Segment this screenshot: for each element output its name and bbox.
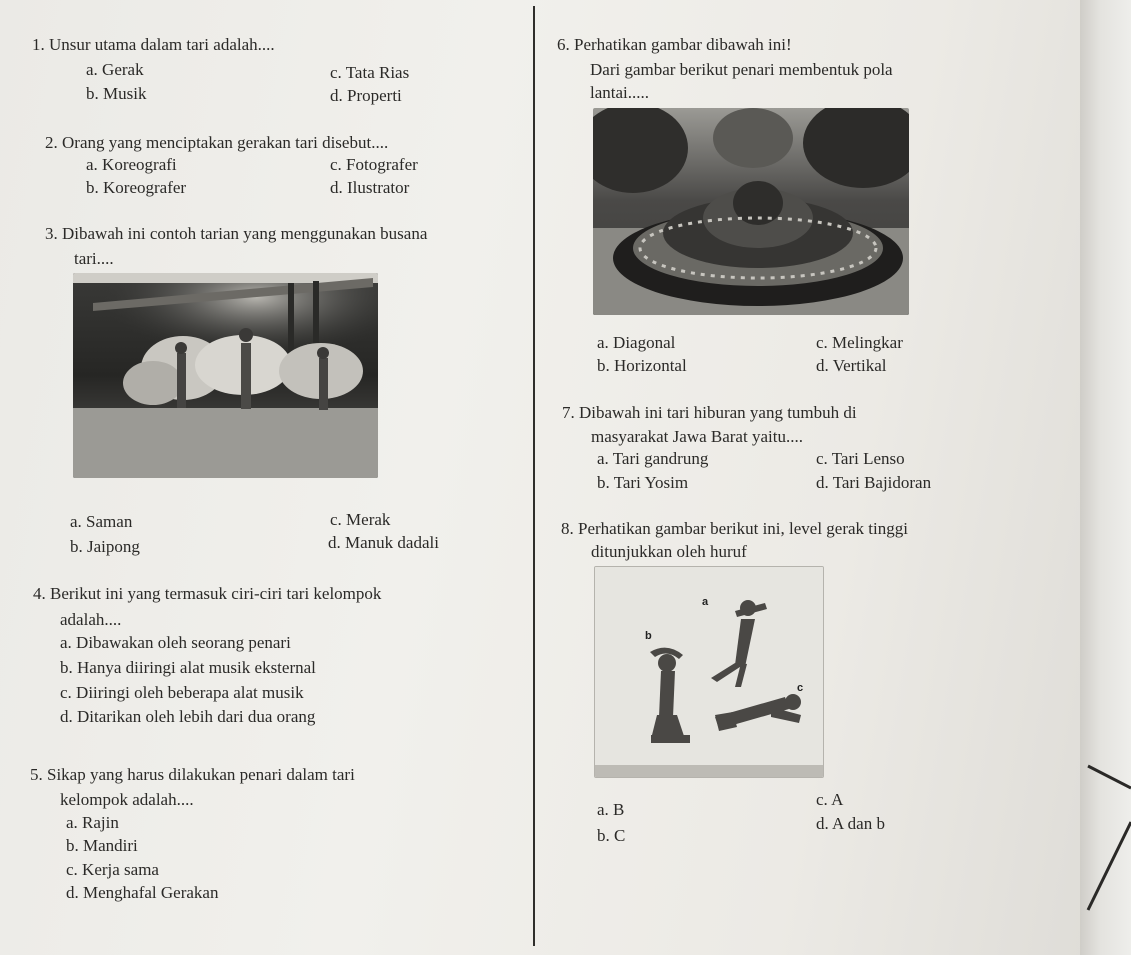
q2-question: 2. Orang yang menciptakan gerakan tari disebut.... xyxy=(45,133,389,152)
q4-option-a[interactable]: a. Dibawakan oleh seorang penari xyxy=(60,633,291,652)
q8-option-c[interactable]: c. A xyxy=(816,790,844,809)
q6-question-line3: lantai..... xyxy=(590,83,650,102)
q2-option-a[interactable]: a. Koreografi xyxy=(86,155,177,174)
q2-option-d[interactable]: d. Ilustrator xyxy=(330,178,410,197)
q7-question-line1: 7. Dibawah ini tari hiburan yang tumbuh di xyxy=(562,403,857,422)
q1-option-a[interactable]: a. Gerak xyxy=(86,60,144,79)
q3-option-b[interactable]: b. Jaipong xyxy=(70,537,140,556)
column-divider xyxy=(533,6,535,946)
q4-question-line1: 4. Berikut ini yang termasuk ciri-ciri tari kelompok xyxy=(33,584,382,603)
q2-option-c[interactable]: c. Fotografer xyxy=(330,155,418,174)
q8-option-b[interactable]: b. C xyxy=(597,826,626,845)
q5-question-line2: kelompok adalah.... xyxy=(60,790,194,809)
q6-question-line1: 6. Perhatikan gambar dibawah ini! xyxy=(557,35,792,54)
q1-option-d[interactable]: d. Properti xyxy=(330,86,402,105)
q1-option-c[interactable]: c. Tata Rias xyxy=(330,63,410,82)
q5-option-a[interactable]: a. Rajin xyxy=(66,813,119,832)
q6-option-c[interactable]: c. Melingkar xyxy=(816,333,903,352)
q8-option-a[interactable]: a. B xyxy=(597,800,625,819)
level-gerak-figure xyxy=(594,566,824,778)
q1-question: 1. Unsur utama dalam tari adalah.... xyxy=(32,35,275,54)
q6-option-d[interactable]: d. Vertikal xyxy=(816,356,887,375)
q8-question-line2: ditunjukkan oleh huruf xyxy=(591,542,747,561)
q3-option-d[interactable]: d. Manuk dadali xyxy=(328,533,439,552)
q6-option-b[interactable]: b. Horizontal xyxy=(597,356,687,375)
q3-question-line2: tari.... xyxy=(74,249,114,268)
q7-option-b[interactable]: b. Tari Yosim xyxy=(597,473,689,492)
q6-question-line2: Dari gambar berikut penari membentuk pola xyxy=(590,60,893,79)
q7-question-line2: masyarakat Jawa Barat yaitu.... xyxy=(591,427,803,446)
figure-label-c: c xyxy=(797,682,804,694)
q4-question-line2: adalah.... xyxy=(60,610,122,629)
q8-question-line1: 8. Perhatikan gambar berikut ini, level gerak tinggi xyxy=(561,519,908,538)
q5-option-c[interactable]: c. Kerja sama xyxy=(66,860,159,879)
circular-formation-photo xyxy=(593,108,909,315)
q6-option-a[interactable]: a. Diagonal xyxy=(597,333,676,352)
q3-option-a[interactable]: a. Saman xyxy=(70,512,133,531)
merak-dance-photo xyxy=(73,273,378,478)
q2-option-b[interactable]: b. Koreografer xyxy=(86,178,187,197)
q4-option-d[interactable]: d. Ditarikan oleh lebih dari dua orang xyxy=(60,707,316,726)
q5-option-d[interactable]: d. Menghafal Gerakan xyxy=(66,883,219,902)
q5-question-line1: 5. Sikap yang harus dilakukan penari dalam tari xyxy=(30,765,355,784)
q7-option-c[interactable]: c. Tari Lenso xyxy=(816,449,905,468)
q4-option-b[interactable]: b. Hanya diiringi alat musik eksternal xyxy=(60,658,316,677)
q8-option-d[interactable]: d. A dan b xyxy=(816,814,885,833)
figure-label-a: a xyxy=(702,596,709,608)
q3-question-line1: 3. Dibawah ini contoh tarian yang menggunakan busana xyxy=(45,224,428,243)
q4-option-c[interactable]: c. Diiringi oleh beberapa alat musik xyxy=(60,683,304,702)
q7-option-d[interactable]: d. Tari Bajidoran xyxy=(816,473,932,492)
page-corner-lines xyxy=(1080,760,1131,920)
q3-option-c[interactable]: c. Merak xyxy=(330,510,391,529)
q7-option-a[interactable]: a. Tari gandrung xyxy=(597,449,709,468)
q5-option-b[interactable]: b. Mandiri xyxy=(66,836,138,855)
q1-option-b[interactable]: b. Musik xyxy=(86,84,147,103)
figure-label-b: b xyxy=(645,630,652,642)
